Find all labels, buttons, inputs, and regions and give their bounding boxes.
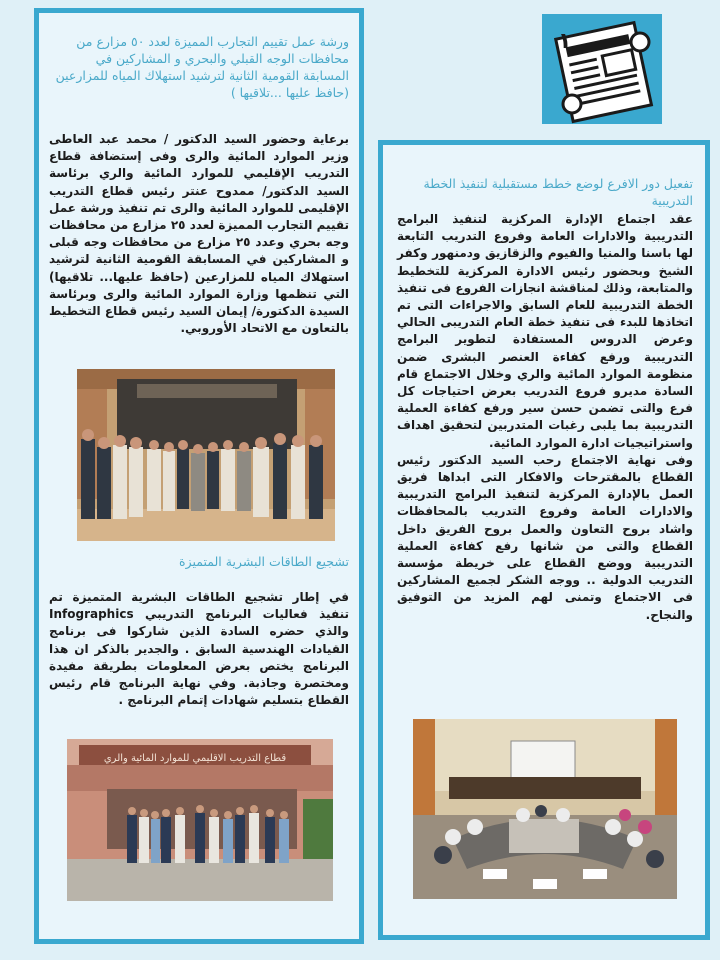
building-sign: قطاع التدريب الاقليمي للموارد المائية والري [103, 753, 287, 764]
article-title-workshop: ورشة عمل تقييم التجارب المميزة لعدد ٥٠ مزارع من محافظات الوجه القبلي والبحري و المشاركين في المسابقة القومية الثانية لترشيد استهلاك المياه للمزارعين (حافظ عليها ...تلاقيها ) [55, 34, 349, 100]
article-title-human-resources: تشجيع الطاقات البشرية المتميزة [179, 554, 349, 569]
building-group-photo [67, 739, 333, 901]
article-title-branches: تفعيل دور الافرع لوضع خطط مستقبلية لتنفيذ الخطة التدريبية [423, 176, 693, 208]
article-body-branches-2: وفى نهاية الاجتماع رحب السيد الدكتور رئيس القطاع بالمقترحات والافكار التى ابداها فريق العمل بالإدارة المركزية لتنفيذ البرامج التدريبية والادارات العامة وفروع التدريب بالمحافظات واشاد بروح التعاون والعمل بروح الفريق داخل القطاع والتى من شانها رفع كفاءة العملية التدريبية ووضع القطاع على خريطة مؤسسة التدريب الدولية .. ووجه الشكر لجميع المشاركين فى الاجتماع وتمنى لهم المزيد من التوفيق والنجاح. [397, 452, 693, 622]
page-number: ١ [558, 29, 572, 54]
article-body-branches-1: عقد اجتماع الإدارة المركزية لتنفيذ البرامج التدريبية والادارات العامة وفروع التدريب التابعة لها باسنا والمنيا والفيوم والزقازيق ودمنهور وكفر الشيخ وبحضور رئيس الادارة المركزية للتخطيط والمتابعة، وذلك لمناقشة انجازات الفروع فى تنفيذ الخطة التدريبية للعام السابق والاجراءات التى تم اتخاذها للبدء فى تنفيذ خطة العام التدريبى الحالي وعرض الدروس المستفادة لتطوير البرامج التدريبية ورفع كفاءة العنصر البشرى ضمن منظومة الموارد المائية والري وخلال الاجتماع قام السادة مديرو فروع التدريب بعرض احتياجات كل فرع والتى تضمن حسن سير ورفع كفاءة العملية التدريبية بما يلبى رغبات المتدربين لتحقيق اهداف واستراتيجيات ادارة الموارد المائية. [397, 212, 693, 450]
article-body-workshop: برعاية وحضور السيد الدكتور / محمد عبد العاطى وزير الموارد المائية والرى وفى إستضافة قطاع التدريب الإقليمي للموارد المائية والري برئاسة السيد الدكتور/ ممدوح عنتر رئيس قطاع التدريب الإقليمى للموارد المائية والرى تم تنفيذ ورشة عمل تقييم التجارب المميزة لعدد ٢٥ مزارع من محافظات وجه بحري وعدد ٢٥ مزارع من محافظات وجه قبلى و المشاركين في المسابقة القومية الثانية لترشيد استهلاك المياه للمزارعين (حافظ عليها... تلاقيها) التي تنظمها وزارة الموارد المائية والرى وبرئاسة السيدة الدكتورة/ إيمان السيد رئيس قطاع التخطيط بالتعاون مع الاتحاد الأوروبي. [49, 132, 349, 336]
meeting-room-photo [413, 719, 677, 899]
workshop-group-photo [77, 369, 335, 541]
newsletter-logo [542, 14, 662, 124]
left-column [34, 8, 364, 944]
right-column [378, 140, 710, 940]
article-body-human-resources: في إطار تشجيع الطاقات البشرية المتميزة تم تنفيذ فعاليات البرنامج التدريبي Infographics والذي حضره السادة الذين شاركوا فى برنامج القيادات الهندسية السابق . والجدير بالذكر ان هذا البرنامج يختص بعرض المعلومات بطريقة مفيدة ومختصرة وجاذبة. وفي نهاية البرنامج قام رئيس القطاع بتسليم شهادات إتمام البرنامج . [49, 590, 349, 708]
